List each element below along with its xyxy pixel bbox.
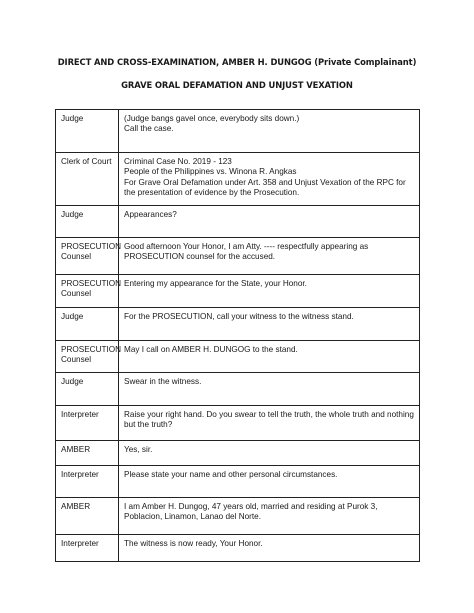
table-row xyxy=(56,275,420,308)
table-row xyxy=(56,498,420,535)
transcript-table xyxy=(55,109,420,562)
speaker-label: Clerk of Court xyxy=(61,157,112,166)
dialogue-cell: Entering my appearance for the State, your Honor. xyxy=(119,275,420,308)
speaker-label: Judge xyxy=(61,210,84,219)
speaker-label: AMBER xyxy=(61,445,91,454)
speaker-label: AMBER xyxy=(61,502,91,511)
speaker-cell xyxy=(56,535,119,562)
speaker-cell xyxy=(56,498,119,535)
table-row xyxy=(56,238,420,275)
speaker-label: Judge xyxy=(61,312,84,321)
speaker-cell xyxy=(56,406,119,441)
speaker-cell xyxy=(56,275,122,308)
dialogue-cell: Swear in the witness. xyxy=(119,373,420,406)
document-title: DIRECT AND CROSS-EXAMINATION, AMBER H. DUNGOG (Private Complainant) xyxy=(57,57,417,67)
table-row xyxy=(56,441,420,466)
speaker-label: PROSECUTION Counsel xyxy=(61,279,122,299)
table-row xyxy=(56,406,420,441)
speaker-cell xyxy=(56,373,119,406)
dialogue-cell: Appearances? xyxy=(119,206,420,238)
speaker-label: PROSECUTION Counsel xyxy=(61,242,122,262)
speaker-cell xyxy=(56,206,119,238)
table-row xyxy=(56,110,420,153)
speaker-cell xyxy=(56,441,119,466)
dialogue-cell: Please state your name and other personal circumstances. xyxy=(119,466,420,498)
speaker-cell xyxy=(56,238,122,275)
speaker-label: Judge xyxy=(61,114,84,123)
table-row xyxy=(56,373,420,406)
speaker-cell xyxy=(56,153,119,206)
speaker-cell xyxy=(56,308,119,341)
table-row xyxy=(56,466,420,498)
speaker-label: Judge xyxy=(61,377,84,386)
speaker-cell xyxy=(56,341,122,373)
dialogue-cell: (Judge bangs gavel once, everybody sits down.) Call the case. xyxy=(119,110,420,153)
dialogue-cell: For the PROSECUTION, call your witness to the witness stand. xyxy=(119,308,420,341)
dialogue-cell: The witness is now ready, Your Honor. xyxy=(119,535,420,562)
table-row xyxy=(56,341,420,373)
table-row xyxy=(56,153,420,206)
dialogue-cell: Good afternoon Your Honor, I am Atty. ---- respectfully appearing as PROSECUTION counsel for the accused. xyxy=(119,238,420,275)
speaker-cell xyxy=(56,466,119,498)
dialogue-cell: Criminal Case No. 2019 - 123 People of the Philippines vs. Winona R. Angkas For Grave Oral Defamation under Art. 358 and Unjust Vexation of the RPC for the presentation of evidence by the Prosecution. xyxy=(119,153,420,206)
table-row xyxy=(56,308,420,341)
dialogue-cell: Raise your right hand. Do you swear to tell the truth, the whole truth and nothing but the truth? xyxy=(119,406,420,441)
speaker-cell xyxy=(56,110,119,153)
speaker-label: Interpreter xyxy=(61,539,99,548)
table-row xyxy=(56,206,420,238)
speaker-label: Interpreter xyxy=(61,410,99,419)
table-row xyxy=(56,535,420,562)
dialogue-cell: I am Amber H. Dungog, 47 years old, married and residing at Purok 3, Poblacion, Linamon, Lanao del Norte. xyxy=(119,498,420,535)
dialogue-cell: May I call on AMBER H. DUNGOG to the stand. xyxy=(119,341,420,373)
speaker-label: PROSECUTION Counsel xyxy=(61,345,122,365)
dialogue-cell: Yes, sir. xyxy=(119,441,420,466)
document-subtitle: GRAVE ORAL DEFAMATION AND UNJUST VEXATION xyxy=(121,80,353,90)
speaker-label: Interpreter xyxy=(61,470,99,479)
